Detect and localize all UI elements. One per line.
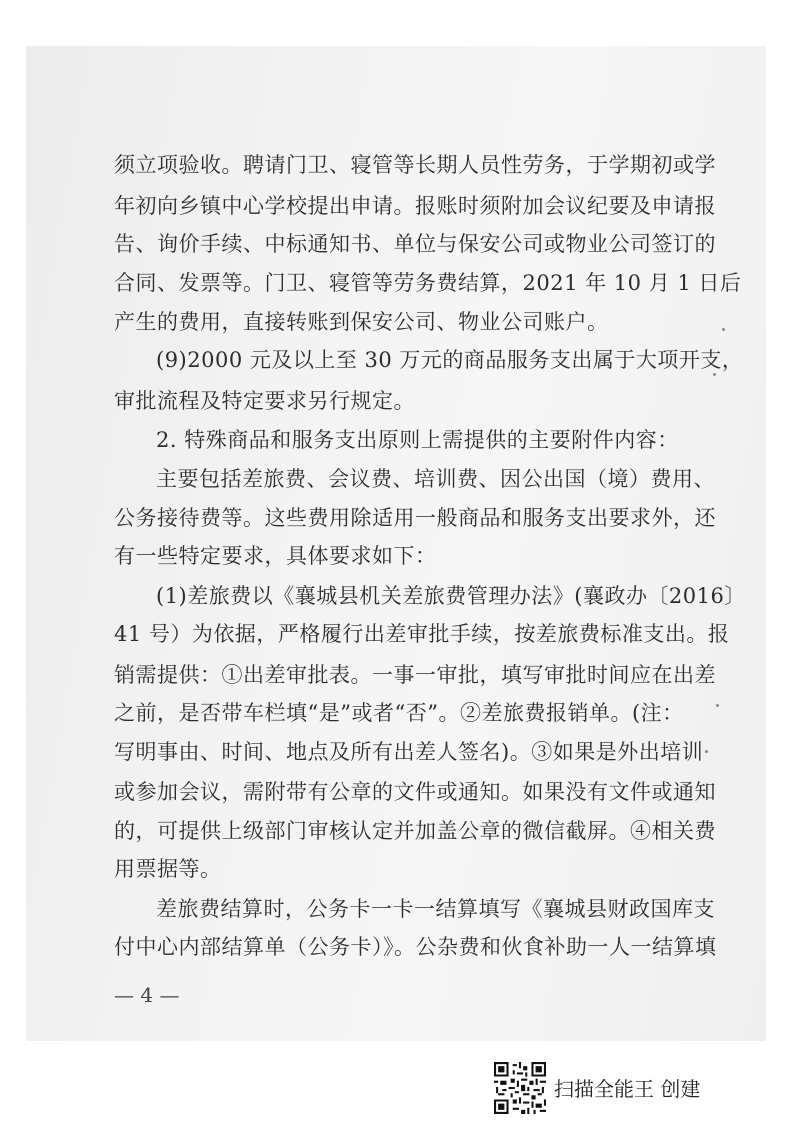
text-line: (1)差旅费以《襄城县机关差旅费管理办法》(襄政办〔2016〕 xyxy=(156,584,746,608)
text-line: 有一些特定要求，具体要求如下： xyxy=(114,544,437,568)
text-line: 销需提供：①出差审批表。一事一审批，填写审批时间应在出差 xyxy=(114,663,716,687)
text-line: 公务接待费等。这些费用除适用一般商品和服务支出要求外，还 xyxy=(114,506,716,530)
footer-label: 扫描全能王 创建 xyxy=(554,1077,701,1101)
page-number: — 4 — xyxy=(114,983,180,1007)
text-line: 产生的费用，直接转账到保安公司、物业公司账户。 xyxy=(114,310,609,334)
text-line: 用票据等。 xyxy=(114,857,222,881)
text-line: 年初向乡镇中心学校提出申请。报账时须附加会议纪要及申请报 xyxy=(114,194,716,218)
text-line: 须立项验收。聘请门卫、寝管等长期人员性劳务，于学期初或学 xyxy=(114,153,716,177)
text-line: (9)2000 元及以上至 30 万元的商品服务支出属于大项开支， xyxy=(156,348,744,372)
text-line: 审批流程及特定要求另行规定。 xyxy=(114,389,415,413)
scan-speck xyxy=(705,750,708,753)
text-line: 的，可提供上级部门审核认定并加盖公章的微信截屏。④相关费 xyxy=(114,819,716,843)
text-line: 告、询价手续、中标通知书、单位与保安公司或物业公司签订的 xyxy=(114,232,716,256)
text-line: 之前，是否带车栏填“是”或者“否”。②差旅费报销单。(注： xyxy=(114,701,684,725)
text-line: 差旅费结算时，公务卡一卡一结算填写《襄城县财政国库支 xyxy=(156,897,715,921)
qr-code-icon xyxy=(494,1062,546,1114)
text-line: 或参加会议，需附带有公章的文件或通知。如果没有文件或通知 xyxy=(114,780,716,804)
text-line: 主要包括差旅费、会议费、培训费、因公出国（境）费用、 xyxy=(156,467,715,491)
scan-speck xyxy=(713,373,716,376)
scan-speck xyxy=(722,328,725,331)
text-line: 付中心内部结算单（公务卡）》。公杂费和伙食补助一人一结算填 xyxy=(114,935,717,959)
text-line: 2. 特殊商品和服务支出原则上需提供的主要附件内容： xyxy=(156,428,679,452)
text-line: 41 号）为依据，严格履行出差审批手续，按差旅费标准支出。报 xyxy=(114,622,730,646)
scan-speck xyxy=(716,704,719,707)
text-line: 合同、发票等。门卫、寝管等劳务费结算，2021 年 10 月 1 日后 xyxy=(114,271,742,295)
text-line: 写明事由、时间、地点及所有出差人签名)。③如果是外出培训 xyxy=(114,740,704,764)
